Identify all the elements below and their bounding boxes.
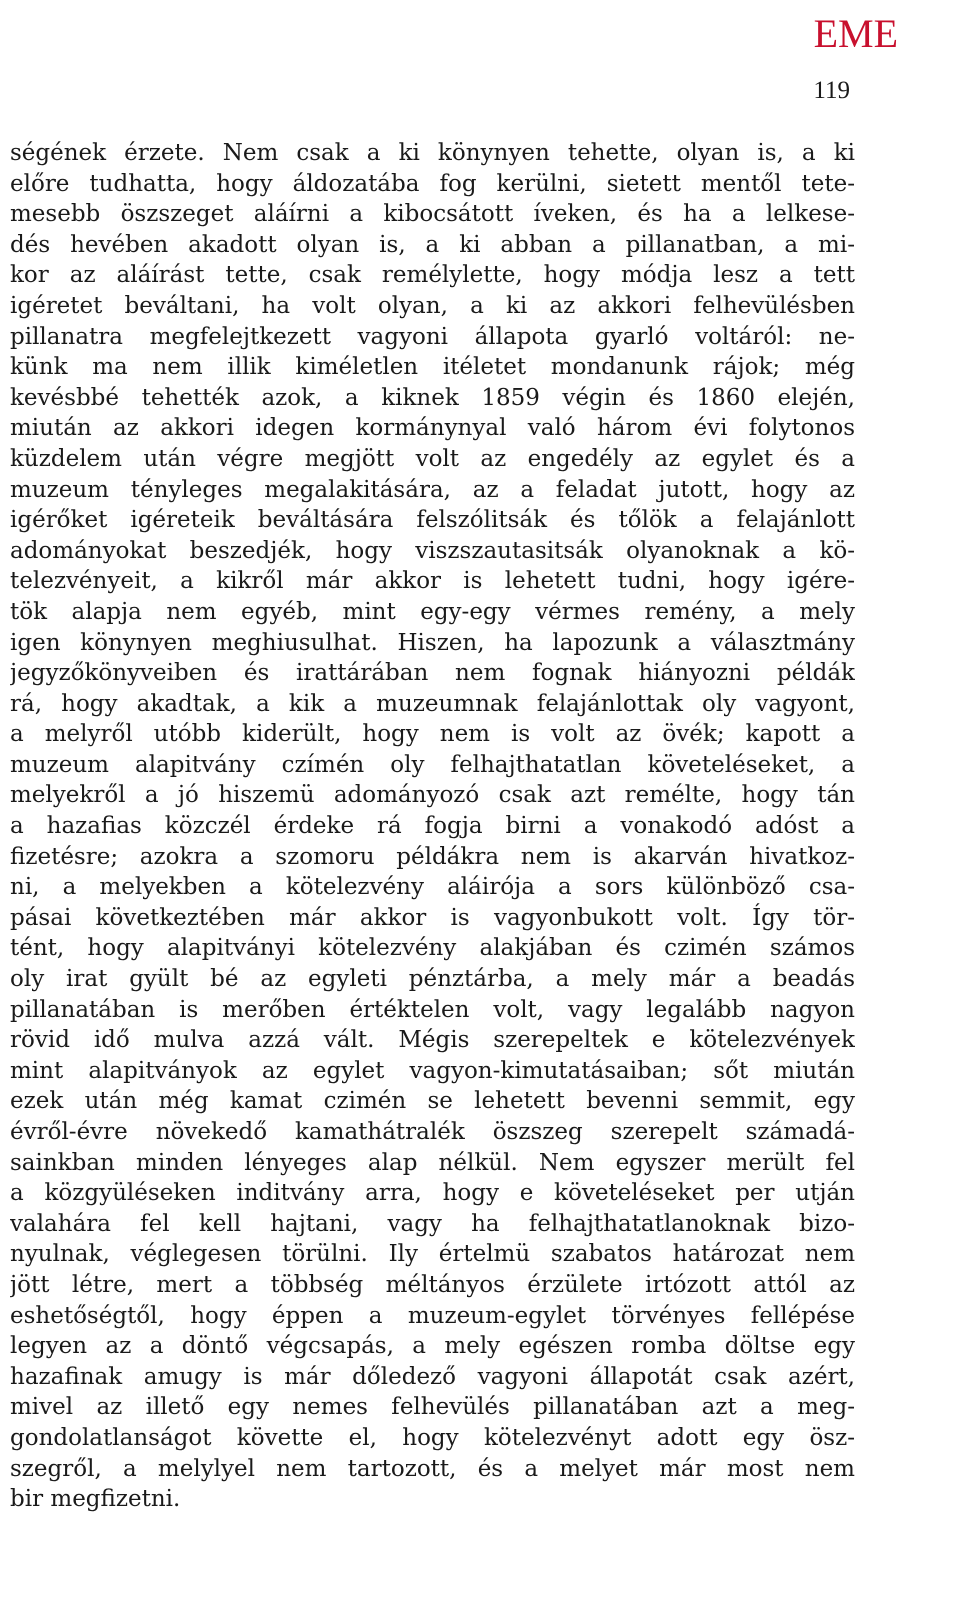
text-line: jött létre, mert a többség méltányos érzülete irtózott attól az (10, 1271, 855, 1298)
text-line: ezek után még kamat czimén se lehetett bevenni semmit, egy (10, 1088, 855, 1115)
text-line: küzdelem után végre megjött volt az engedély az egylet és a (10, 445, 855, 472)
text-line: dés hevében akadott olyan is, a ki abban a pillanatban, a mi- (10, 231, 855, 258)
text-line: kevésbbé tehették azok, a kiknek 1859 végin és 1860 elején, (10, 384, 855, 411)
text-line: miután az akkori idegen kormánynyal való három évi folytonos (10, 415, 855, 442)
text-line: a közgyüléseken inditvány arra, hogy e követeléseket per utján (10, 1180, 855, 1207)
text-line: mivel az illető egy nemes felhevülés pillanatában azt a meg- (10, 1394, 855, 1421)
text-line: előre tudhatta, hogy áldozatába fog kerülni, sietett mentől tete- (10, 170, 855, 197)
text-line: igérőket igéreteik beváltására felszólitsák és tőlök a felajánlott (10, 507, 855, 534)
text-line: pillanatra megfelejtkezett vagyoni állapota gyarló voltáról: ne- (10, 323, 855, 350)
text-line: a melyről utóbb kiderült, hogy nem is volt az övék; kapott a (10, 721, 855, 748)
text-line: igen könynyen meghiusulhat. Hiszen, ha lapozunk a választmány (10, 629, 855, 656)
text-line: igéretet beváltani, ha volt olyan, a ki az akkori felhevülésben (10, 292, 855, 319)
text-line: mint alapitványok az egylet vagyon-kimutatásaiban; sőt miután (10, 1057, 855, 1084)
text-line: ni, a melyekben a kötelezvény aláirója a sors különböző csa- (10, 874, 855, 901)
text-line: fizetésre; azokra a szomoru példákra nem is akarván hivatkoz- (10, 843, 855, 870)
text-line: évről-évre növekedő kamathátralék öszszeg szerepelt számadá- (10, 1119, 855, 1145)
text-line: mesebb öszszeget aláírni a kibocsátott íveken, és ha a lelkese- (10, 201, 855, 228)
text-line: sainkban minden lényeges alap nélkül. Nem egyszer merült fel (10, 1149, 855, 1176)
text-line: oly irat gyült bé az egyleti pénztárba, a mely már a beadás (10, 966, 855, 993)
text-line: ségének érzete. Nem csak a ki könynyen tehette, olyan is, a ki (10, 140, 855, 166)
body-text (10, 138, 855, 1515)
text-line: hazafinak amugy is már dőledező vagyoni állapotát csak azért, (10, 1363, 855, 1390)
text-line: pásai következtében már akkor is vagyonbukott volt. Így tör- (10, 904, 855, 931)
text-line: bir megfizetni. (10, 1486, 181, 1513)
text-line: gondolatlanságot követte el, hogy kötelezvényt adott egy ösz- (10, 1424, 855, 1451)
text-line: pillanatában is merőben értéktelen volt, vagy legalább nagyon (10, 996, 855, 1023)
text-line: rá, hogy akadtak, a kik a muzeumnak felajánlottak oly vagyont, (10, 690, 855, 717)
text-line: melyekről a jó hiszemü adományozó csak azt remélte, hogy tán (10, 782, 855, 809)
text-line: legyen az a döntő végcsapás, a mely egészen romba döltse egy (10, 1333, 855, 1360)
text-line: jegyzőkönyveiben és irattárában nem fognak hiányozni példák (10, 660, 855, 687)
text-line: a hazafias közczél érdeke rá fogja birni a vonakodó adóst a (10, 813, 855, 840)
text-line: tént, hogy alapitványi kötelezvény alakjában és czimén számos (10, 935, 855, 962)
text-line: nyulnak, véglegesen törülni. Ily értelmü szabatos határozat nem (10, 1241, 855, 1268)
text-line: szegről, a melylyel nem tartozott, és a melyet már most nem (10, 1455, 855, 1482)
text-line: adományokat beszedjék, hogy viszszautasitsák olyanoknak a kö- (10, 537, 855, 564)
text-line: rövid idő mulva azzá vált. Mégis szerepeltek e kötelezvények (10, 1027, 855, 1054)
text-line: telezvényeit, a kikről már akkor is lehetett tudni, hogy igére- (10, 568, 855, 595)
text-line: muzeum tényleges megalakitására, az a feladat jutott, hogy az (10, 476, 855, 503)
text-line: künk ma nem illik kiméletlen itéletet mondanunk rájok; még (10, 354, 855, 381)
text-line: eshetőségtől, hogy éppen a muzeum-egylet törvényes fellépése (10, 1302, 855, 1329)
eme-logo: EME (813, 11, 898, 56)
page-number: 119 (813, 77, 850, 104)
text-line: muzeum alapitvány czímén oly felhajthatatlan követeléseket, a (10, 751, 855, 778)
text-line: tök alapja nem egyéb, mint egy-egy vérmes remény, a mely (10, 598, 855, 625)
text-line: valahára fel kell hajtani, vagy ha felhajthatatlanoknak bizo- (10, 1210, 855, 1237)
text-line: kor az aláírást tette, csak remélylette, hogy módja lesz a tett (10, 262, 855, 289)
